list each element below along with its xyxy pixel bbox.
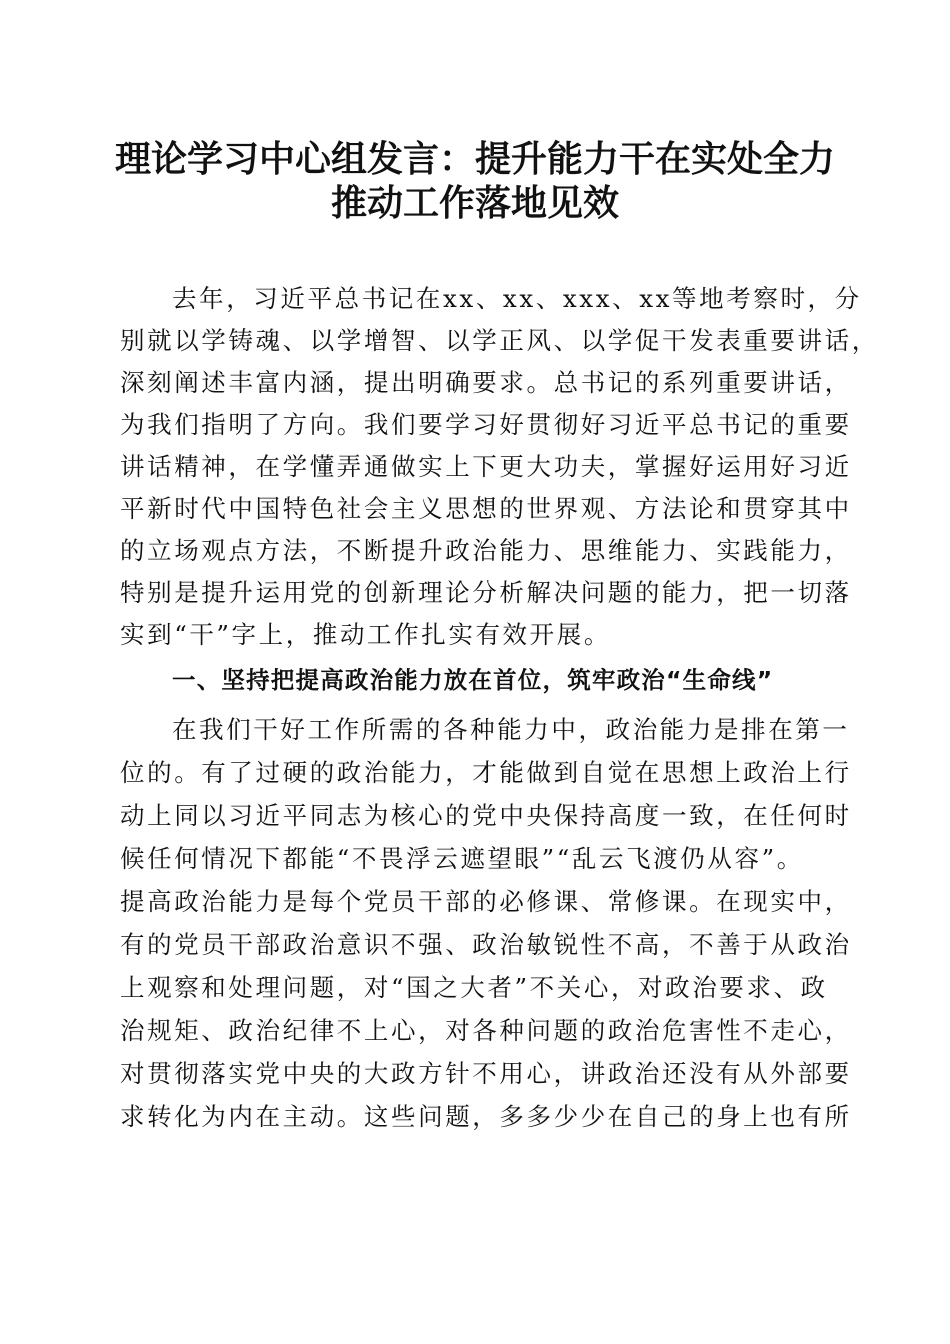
paragraph-line: 特别是提升运用党的创新理论分析解决问题的能力，把一切落 <box>120 578 852 607</box>
document-title-line-1: 理论学习中心组发言：提升能力干在实处全力 <box>114 138 835 180</box>
paragraph-line: 治规矩、政治纪律不上心，对各种问题的政治危害性不走心， <box>120 1016 852 1045</box>
paragraph-line: 讲话精神，在学懂弄通做实上下更大功夫，掌握好运用好习近 <box>120 452 852 481</box>
paragraph-line: 动上同以习近平同志为核心的党中央保持高度一致，在任何时 <box>120 801 852 830</box>
paragraph-line: 为我们指明了方向。我们要学习好贯彻好习近平总书记的重要 <box>120 410 852 439</box>
section-heading: 一、坚持把提高政治能力放在首位，筑牢政治“生命线” <box>172 666 774 694</box>
paragraph-line: 实到“干”字上，推动工作扎实有效开展。 <box>120 620 611 649</box>
paragraph-line: 上观察和处理问题，对“国之大者”不关心，对政治要求、政 <box>120 973 828 1002</box>
paragraph-line: 候任何情况下都能“不畏浮云遮望眼”“乱云飞渡仍从容”。 <box>120 844 804 873</box>
paragraph-line: 对贯彻落实党中央的大政方针不用心，讲政治还没有从外部要 <box>120 1059 852 1088</box>
paragraph-line: 有的党员干部政治意识不强、政治敏锐性不高，不善于从政治 <box>120 930 852 959</box>
paragraph-line: 别就以学铸魂、以学增智、以学正风、以学促干发表重要讲话， <box>120 326 879 355</box>
paragraph-line: 去年，习近平总书记在xx、xx、xxx、xx等地考察时，分 <box>172 284 862 313</box>
paragraph-line: 深刻阐述丰富内涵，提出明确要求。总书记的系列重要讲话， <box>120 368 852 397</box>
paragraph-line: 的立场观点方法，不断提升政治能力、思维能力、实践能力， <box>120 536 852 565</box>
paragraph-line: 位的。有了过硬的政治能力，才能做到自觉在思想上政治上行 <box>120 758 852 787</box>
document-title-line-2: 推动工作落地见效 <box>330 182 619 224</box>
paragraph-line: 求转化为内在主动。这些问题，多多少少在自己的身上也有所 <box>120 1102 852 1131</box>
paragraph-line: 在我们干好工作所需的各种能力中，政治能力是排在第一 <box>172 715 850 744</box>
paragraph-line: 提高政治能力是每个党员干部的必修课、常修课。在现实中， <box>120 887 852 916</box>
paragraph-line: 平新时代中国特色社会主义思想的世界观、方法论和贯穿其中 <box>120 494 852 523</box>
